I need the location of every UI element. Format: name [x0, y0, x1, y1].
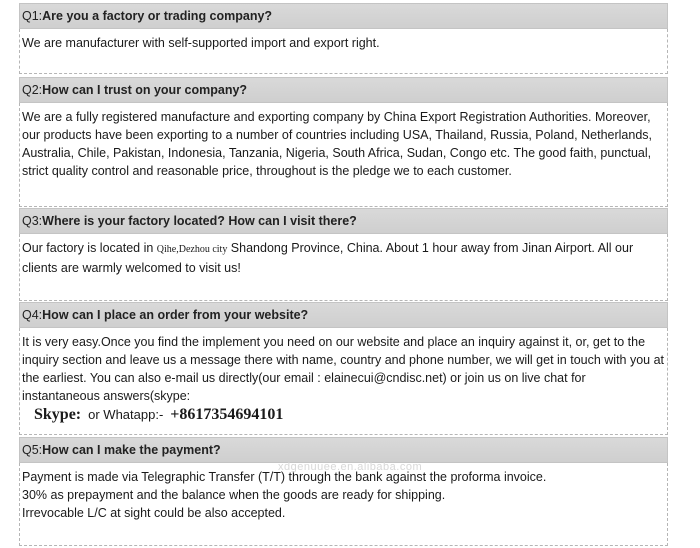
question-number: Q4: — [22, 308, 43, 322]
watermark: xdgenuuee.en.alibaba.com — [278, 461, 423, 473]
question-bar — [19, 208, 668, 234]
faq-item-q4 — [19, 302, 668, 435]
question-number: Q3: — [22, 214, 43, 228]
answer-box — [19, 103, 668, 207]
faq-item-q2 — [19, 77, 668, 207]
answer-text-post: Shandong Province, China. About 1 hour away from Jinan Airport. All our clients are warmly welcomed to visit us! — [22, 241, 634, 275]
answer-text-pre: Our factory is located in — [22, 241, 157, 255]
question-bar — [19, 3, 668, 29]
answer-text: It is very easy.Once you find the implement you need on our website and place an inquiry against it, or, get to the inquiry section and leave us a message there with name, country and phone number, we will get in touch with you at the earliest. You can also e-mail us directly(our email : elainecui@cndisc.net) or join us on live chat for instantaneous answers(skype: — [22, 335, 665, 403]
question-text: How can I trust on your company? — [42, 83, 248, 97]
answer-line: Irrevocable L/C at sight could be also accepted. — [22, 506, 286, 520]
city-name: Qihe,Dezhou city — [156, 244, 228, 255]
contact-line — [22, 406, 665, 424]
question-bar — [19, 302, 668, 328]
question-text: Where is your factory located? How can I visit there? — [42, 214, 357, 228]
answer-line: Payment is made via Telegraphic Transfer (T/T) through the bank against the proforma invoice. — [22, 470, 547, 484]
question-number: Q1: — [22, 9, 43, 23]
answer-box — [19, 328, 668, 435]
answer-text: We are manufacturer with self-supported import and export right. — [22, 36, 380, 50]
skype-label: Skype: — [34, 406, 82, 423]
question-number: Q5: — [22, 443, 43, 457]
answer-line: 30% as prepayment and the balance when the goods are ready for shipping. — [22, 488, 446, 502]
answer-box — [19, 234, 668, 301]
answer-text: We are a fully registered manufacture and exporting company by China Export Registration Authorities. Moreover, our products have been exporting to a number of countries including USA, Thailand, Russia, Poland, Netherlands, Australia, Chile, Pakistan, Indonesia, Tanzania, Nigeria, South Africa, Sudan, Congo etc. The good faith, punctual, strict quality control and reasonable price, throughout is the pledge we to each customer. — [22, 110, 653, 178]
answer-text — [22, 239, 665, 277]
faq-item-q3 — [19, 208, 668, 301]
question-bar — [19, 437, 668, 463]
question-text: Are you a factory or trading company? — [42, 9, 273, 23]
faq-item-q1 — [19, 3, 668, 74]
question-text: How can I place an order from your website? — [42, 308, 309, 322]
answer-box — [19, 29, 668, 74]
faq-item-q5 — [19, 437, 668, 546]
question-bar — [19, 77, 668, 103]
phone-number: +8617354694101 — [170, 406, 284, 423]
question-number: Q2: — [22, 83, 43, 97]
question-text: How can I make the payment? — [42, 443, 221, 457]
whatsapp-label: or Whatapp:- — [88, 407, 164, 422]
answer-box — [19, 463, 668, 546]
